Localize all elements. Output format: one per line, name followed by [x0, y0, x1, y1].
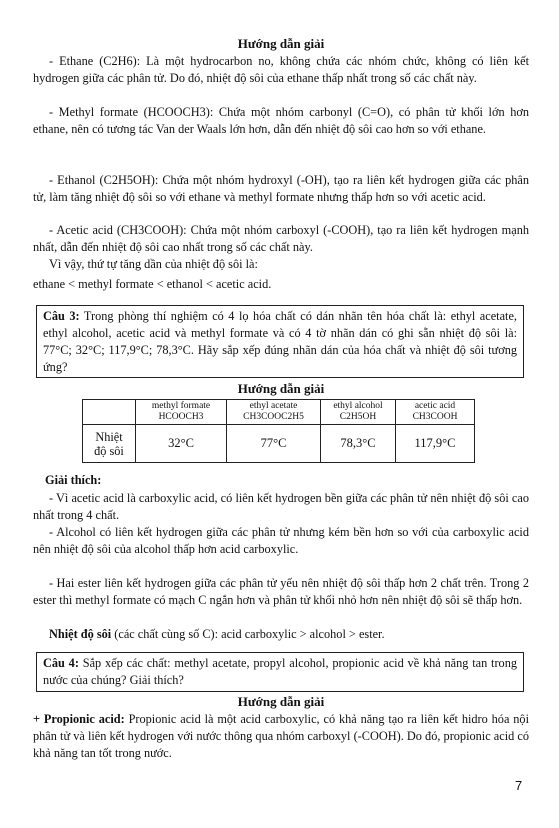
propionic-text: Propionic acid là một acid carboxylic, có khả năng tạo ra liên kết hidro hóa nội phân tử và liên kết hydrogen với nước thông qua nhóm carboxyl (-COOH). Do đó, propionic acid có khả năng tan tốt trong nước.: [33, 712, 529, 760]
guide-heading-1: Hướng dẫn giải: [237, 36, 325, 51]
table-cell: 77°C: [227, 425, 321, 463]
table-cell: 32°C: [136, 425, 227, 463]
row-label-line-1: Nhiệt: [95, 429, 123, 444]
explanation-1: - Vì acetic acid là carboxylic acid, có liên kết hydrogen bền giữa các phân tử nên nhiệt độ sôi cao nhất trong 4 chất.: [33, 491, 529, 522]
question-3-label: Câu 3:: [43, 309, 80, 323]
table-row: [83, 425, 475, 463]
table-header-cell: [136, 400, 227, 425]
explanation-2: - Alcohol có liên kết hydrogen giữa các phân tử nhưng kém bền hơn so với của carboxylic acid nên nhiệt độ sôi của alcohol thấp hơn acid carboxylic.: [33, 525, 529, 556]
boiling-summary-bold: Nhiệt độ sôi: [49, 627, 112, 641]
table-header-cell: [321, 400, 396, 425]
question-4-text: Sắp xếp các chất: methyl acetate, propyl alcohol, propionic acid về khả năng tan trong nước của chúng? Giải thích?: [43, 656, 517, 687]
compound-name: ethyl acetate: [249, 401, 298, 411]
question-4-label: Câu 4:: [43, 656, 79, 670]
explanation-heading: Giải thích:: [45, 473, 102, 487]
paragraph-propionic: [33, 711, 529, 762]
paragraph-acetic-acid: - Acetic acid (CH3COOH): Chứa một nhóm carboxyl (-COOH), tạo ra liên kết hydrogen mạnh nhất, dẫn đến nhiệt độ sôi cao nhất trong số các chất này.: [33, 223, 529, 254]
question-4-box: [36, 652, 524, 692]
compound-formula: CH3COOH: [412, 412, 458, 422]
compound-formula: HCOOCH3: [158, 412, 204, 422]
compound-name: methyl formate: [151, 401, 211, 411]
boiling-point-table: [82, 399, 475, 463]
row-label: [83, 425, 136, 463]
question-3-text: Trong phòng thí nghiệm có 4 lọ hóa chất có dán nhãn tên hóa chất là: ethyl acetate, ethyl alcohol, acetic acid và methyl formate và có 4 tờ nhãn dán có ghi sẵn nhiệt độ sôi là: 77°C; 32°C; 117,9°C; 78,3°C. Hãy sắp xếp đúng nhãn dán của hóa chất và nhiệt độ sôi tương ứng?: [43, 309, 517, 374]
table-empty-corner: [83, 400, 136, 425]
paragraph-ethanol: - Ethanol (C2H5OH): Chứa một nhóm hydroxyl (-OH), tạo ra liên kết hydrogen giữa các phân tử, làm tăng nhiệt độ sôi so với ethane và methyl formate nhưng thấp hơn so với acetic acid.: [33, 173, 529, 204]
guide-heading-2: Hướng dẫn giải: [237, 381, 325, 396]
table-cell: 78,3°C: [321, 425, 396, 463]
explanation-3: - Hai ester liên kết hydrogen giữa các phân tử yếu nên nhiệt độ sôi thấp hơn 2 chất trên. Trong 2 ester thì methyl formate có mạch C ngắn hơn và phân tử khối nhỏ hơn nên nhiệt độ sôi sẽ thấp hơn.: [33, 576, 529, 607]
boiling-summary: [33, 626, 529, 643]
paragraph-conclusion: Vì vậy, thứ tự tăng dần của nhiệt độ sôi là:: [49, 257, 258, 271]
paragraph-methyl-formate: - Methyl formate (HCOOCH3): Chứa một nhóm carbonyl (C=O), có phân tử khối lớn hơn ethane, nên có tương tác Van der Waals lớn hơn, dẫn đến nhiệt độ sôi cao hơn so với ethane.: [33, 105, 529, 136]
table-header-cell: [227, 400, 321, 425]
boiling-summary-rest: (các chất cùng số C): acid carboxylic > alcohol > ester.: [111, 627, 385, 641]
table-cell: 117,9°C: [396, 425, 475, 463]
table-header-cell: [396, 400, 475, 425]
boiling-order: ethane < methyl formate < ethanol < acetic acid.: [33, 277, 272, 291]
compound-name: ethyl alcohol: [333, 401, 383, 411]
guide-heading-3: Hướng dẫn giải: [237, 694, 325, 709]
page-number: 7: [515, 778, 523, 793]
compound-formula: CH3COOC2H5: [243, 412, 304, 422]
paragraph-ethane: - Ethane (C2H6): Là một hydrocarbon no, không chứa các nhóm chức, không có liên kết hydrogen giữa các phân tử. Do đó, nhiệt độ sôi của ethane thấp nhất trong số các chất này.: [33, 54, 529, 85]
propionic-label: + Propionic acid:: [33, 712, 125, 726]
table-header-row: [83, 400, 475, 425]
row-label-line-2: độ sôi: [94, 443, 124, 458]
question-3-box: [36, 305, 524, 378]
compound-name: acetic acid: [414, 401, 456, 411]
compound-formula: C2H5OH: [339, 412, 377, 422]
